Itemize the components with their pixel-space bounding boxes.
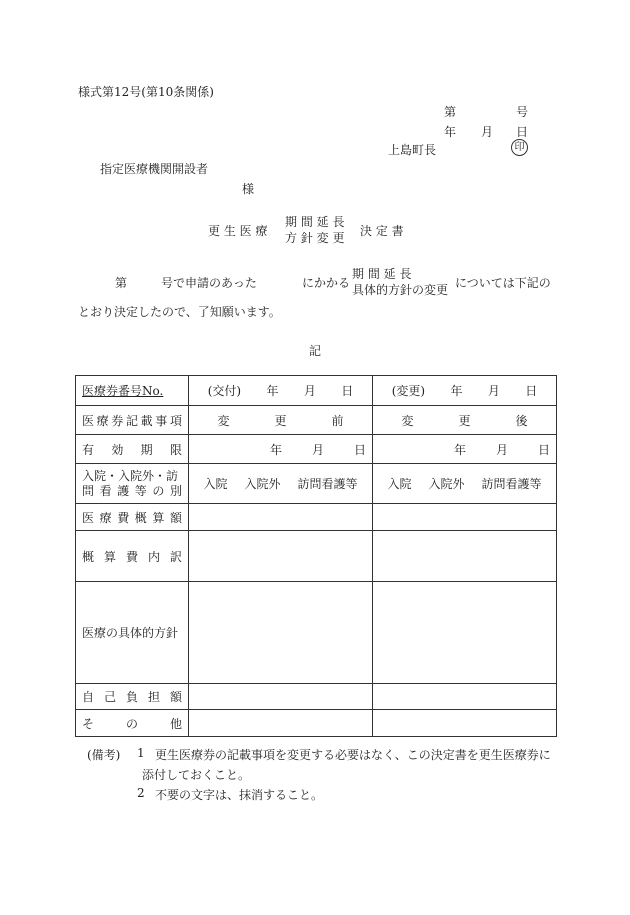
label-treatment-policy: 医療の具体的方針 — [76, 582, 189, 684]
note-2-number: 2 — [137, 786, 145, 800]
other-after — [373, 710, 557, 737]
note-1-number: 1 — [137, 746, 145, 760]
issue-year: 年 — [266, 384, 279, 398]
care-type-after: 入院 入院外 訪問看護等 — [373, 464, 557, 504]
label-ticket-number: 医療券番号No. — [76, 376, 189, 406]
date-month: 月 — [481, 125, 494, 139]
cost-breakdown-after — [373, 531, 557, 582]
addressee: 指定医療機関開設者 — [100, 162, 209, 176]
cost-breakdown-before — [189, 531, 373, 582]
body-number-prefix: 第 — [115, 276, 128, 290]
copayment-before — [189, 684, 373, 710]
care-type-before: 入院 入院外 訪問看護等 — [189, 464, 373, 504]
row-ticket-items — [76, 406, 557, 435]
issue-month: 月 — [303, 384, 316, 398]
notes-heading: (備考) — [87, 748, 121, 762]
form-table — [75, 375, 557, 737]
label-cost-breakdown: 概 算 費 内 訳 — [76, 531, 189, 582]
row-other — [76, 710, 557, 737]
number-prefix: 第 — [444, 105, 457, 119]
change-date-cell — [373, 376, 557, 406]
title-option-extension: 期 間 延 長 — [285, 215, 345, 229]
number-suffix: 号 — [516, 105, 529, 119]
body-related: にかかる — [302, 276, 351, 290]
treatment-policy-before — [189, 582, 373, 684]
row-ticket-number — [76, 376, 557, 406]
row-estimated-cost — [76, 504, 557, 531]
validity-before: 年 月 日 — [189, 435, 373, 464]
body-application: 号で申請のあった — [161, 276, 257, 290]
label-ticket-items: 医 療 券 記 載 事 項 — [76, 406, 189, 435]
ki-heading: 記 — [309, 344, 322, 358]
body-options — [352, 266, 448, 298]
note-1-line-2: 添付しておくこと。 — [142, 768, 251, 782]
label-other: そ の 他 — [76, 710, 189, 737]
body-tail: については下記の — [455, 276, 551, 290]
row-treatment-policy — [76, 582, 557, 684]
title-suffix: 決 定 書 — [360, 224, 404, 238]
row-copayment — [76, 684, 557, 710]
row-cost-breakdown — [76, 531, 557, 582]
title-options — [285, 214, 344, 246]
issue-date-cell — [189, 376, 373, 406]
honorific: 様 — [242, 182, 255, 196]
change-year: 年 — [450, 384, 463, 398]
row-validity-period — [76, 435, 557, 464]
estimated-cost-after — [373, 504, 557, 531]
label-validity-period: 有 効 期 限 — [76, 435, 189, 464]
copayment-after — [373, 684, 557, 710]
note-1-line-1: 更生医療券の記載事項を変更する必要はなく、この決定書を更生医療券に — [155, 748, 551, 762]
change-tag: (変更) — [391, 384, 426, 398]
estimated-cost-before — [189, 504, 373, 531]
issuer-name: 上島町長 — [388, 143, 437, 157]
issue-tag: (交付) — [207, 384, 242, 398]
title-prefix: 更 生 医 療 — [208, 224, 268, 238]
seal-mark: 印 — [511, 139, 528, 156]
treatment-policy-after — [373, 582, 557, 684]
body-option-extension: 期 間 延 長 — [352, 267, 412, 281]
change-month: 月 — [487, 384, 500, 398]
after-change-header: 変 更 後 — [373, 406, 557, 435]
before-change-header: 変 更 前 — [189, 406, 373, 435]
row-care-type — [76, 464, 557, 504]
date-day: 日 — [516, 125, 529, 139]
change-day: 日 — [525, 384, 538, 398]
body-option-policy: 具体的方針の変更 — [352, 283, 449, 297]
other-before — [189, 710, 373, 737]
issue-day: 日 — [341, 384, 354, 398]
note-2-text: 不要の文字は、抹消すること。 — [155, 788, 324, 802]
label-estimated-cost: 医 療 費 概 算 額 — [76, 504, 189, 531]
title-option-policy: 方 針 変 更 — [285, 231, 345, 245]
form-number: 様式第12号(第10条関係) — [78, 85, 214, 99]
validity-after: 年 月 日 — [373, 435, 557, 464]
date-year: 年 — [444, 125, 457, 139]
label-care-type: 入院・入院外・訪 問 看 護 等 の 別 — [76, 464, 189, 504]
label-copayment: 自 己 負 担 額 — [76, 684, 189, 710]
body-line-2: とおり決定したので、了知願います。 — [78, 305, 281, 319]
